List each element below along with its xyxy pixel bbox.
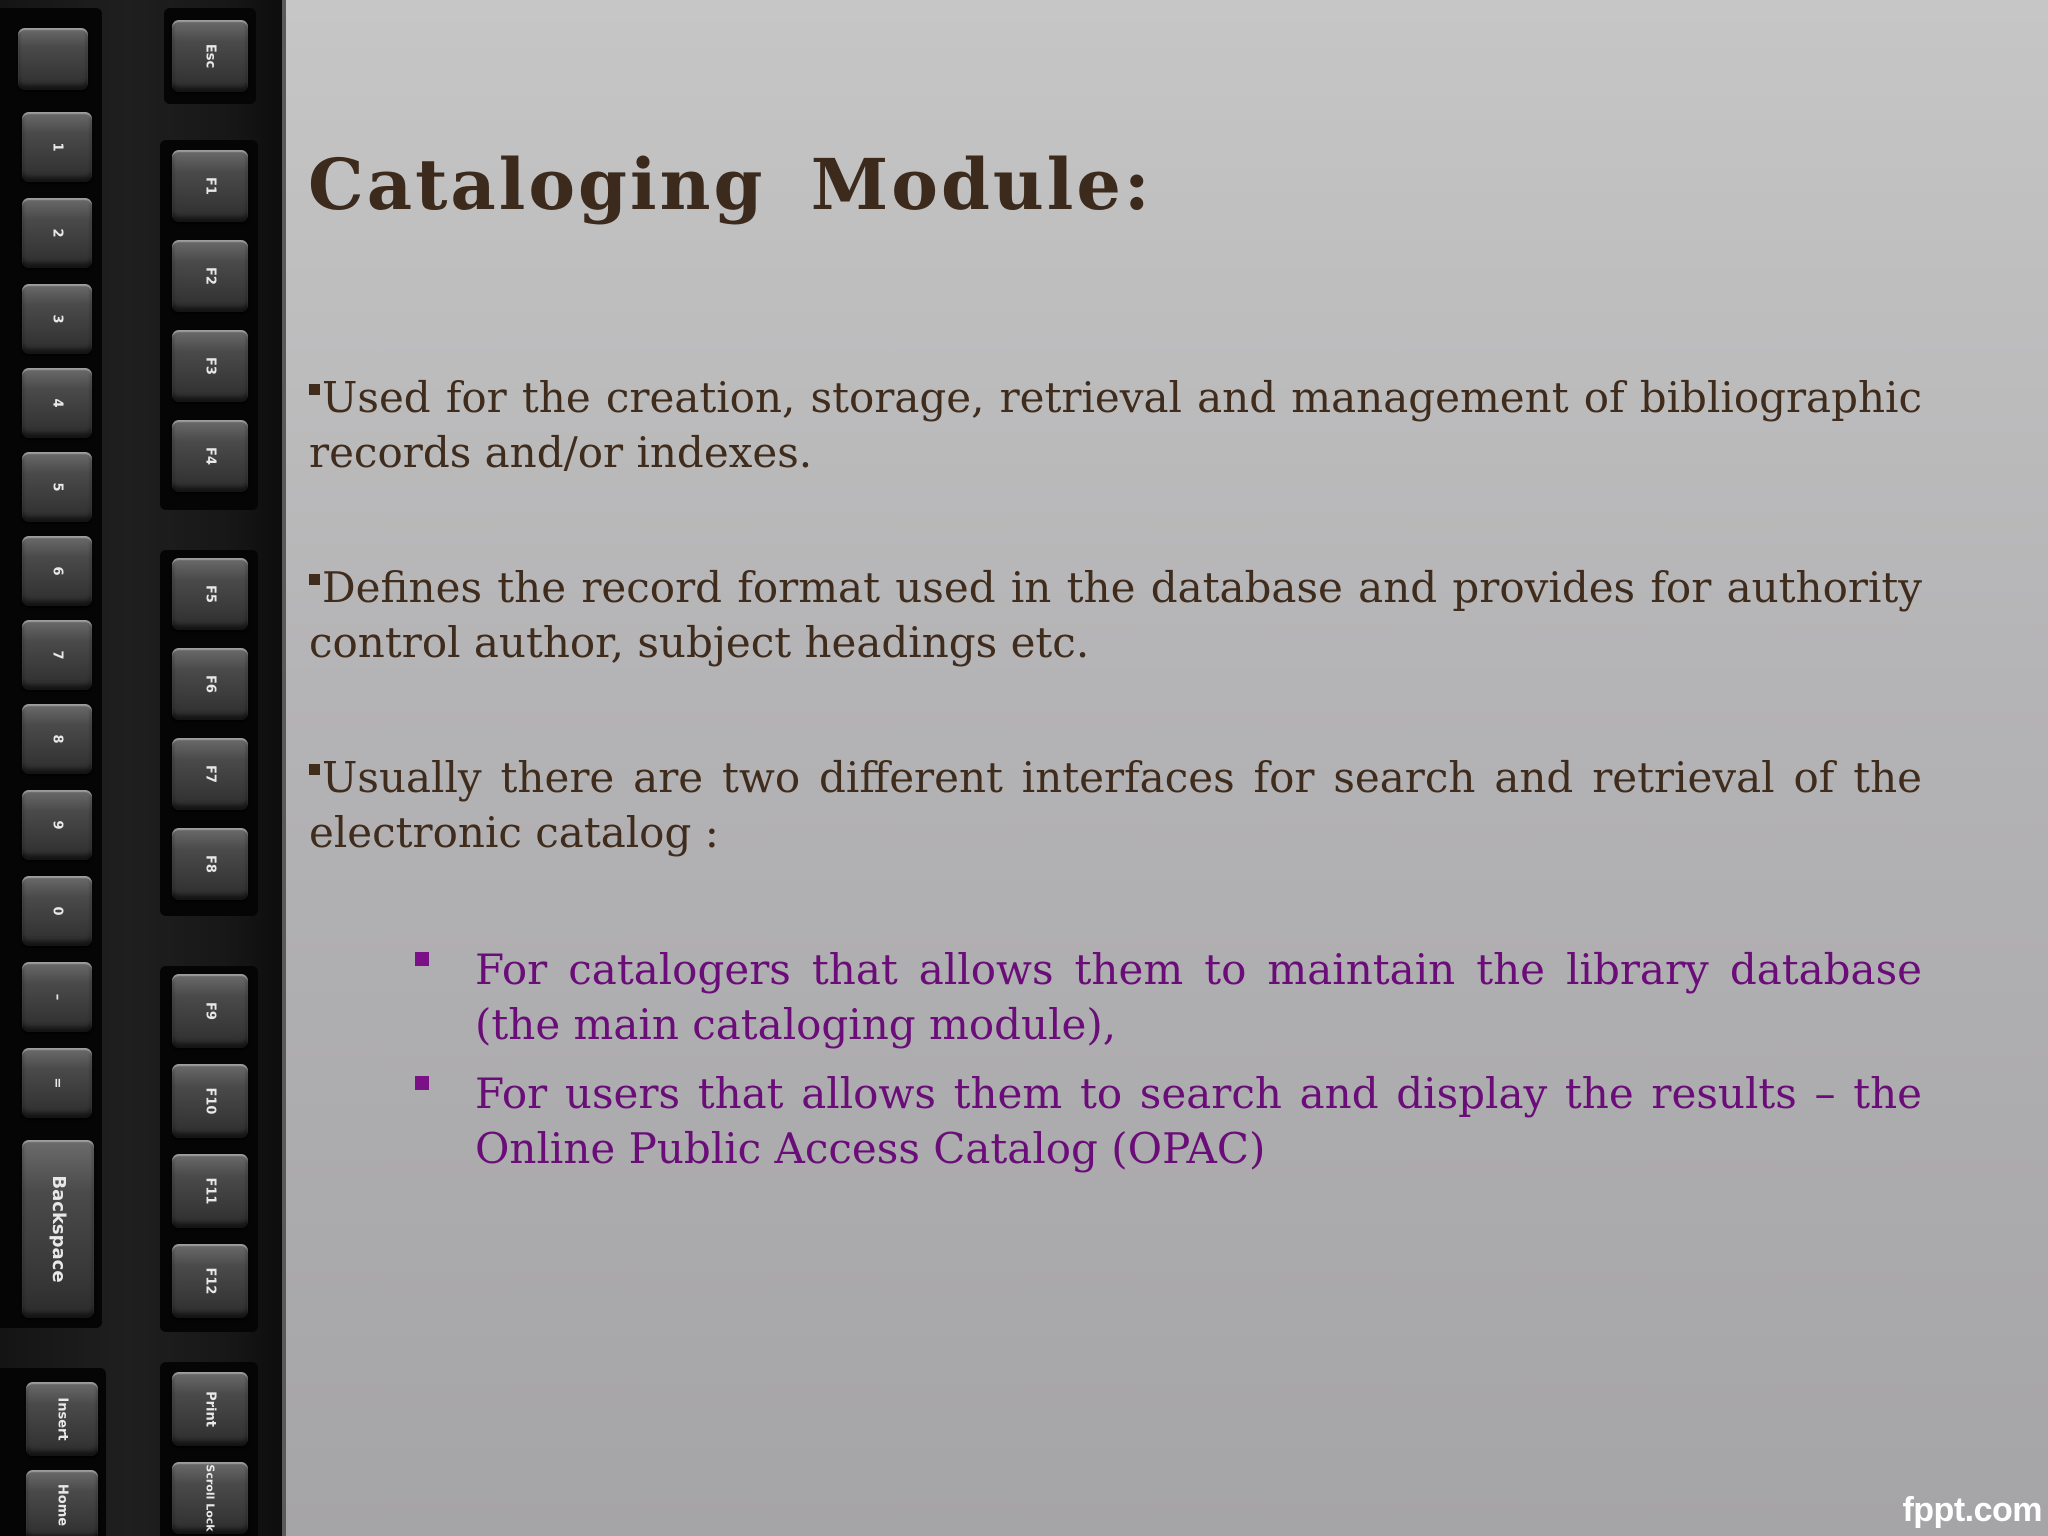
keyboard-key	[172, 1064, 248, 1138]
key-label: F6	[202, 675, 218, 693]
keyboard-key	[22, 876, 92, 946]
keyboard-key	[22, 452, 92, 522]
key-label: 6	[49, 566, 65, 576]
key-label: F5	[202, 585, 218, 603]
keyboard-key	[18, 28, 88, 90]
keyboard-key	[172, 420, 248, 492]
keyboard-key	[172, 738, 248, 810]
key-label: –	[49, 993, 65, 1001]
square-bullet-icon	[415, 1076, 429, 1090]
keyboard-key	[172, 20, 248, 92]
key-label: F8	[202, 855, 218, 873]
keyboard-key	[172, 330, 248, 402]
keyboard-key	[22, 284, 92, 354]
keyboard-key	[172, 974, 248, 1048]
key-label: Home	[54, 1483, 70, 1527]
key-label: Scroll Lock	[203, 1464, 217, 1532]
square-bullet-icon	[309, 764, 320, 775]
keyboard-key	[172, 828, 248, 900]
key-label: 4	[49, 398, 65, 408]
keyboard-key	[22, 1140, 94, 1318]
bullet-text: Defines the record format used in the database and provides for authority control author, subject headings etc.	[309, 563, 1922, 667]
key-label: =	[49, 1077, 65, 1089]
bullet-item	[309, 560, 1922, 670]
keyboard-key	[22, 962, 92, 1032]
keyboard-key	[22, 536, 92, 606]
keyboard-key	[172, 1372, 248, 1446]
bullet-text: Used for the creation, storage, retrieval and management of bibliographic records and/or indexes.	[309, 373, 1922, 477]
keyboard-key	[22, 368, 92, 438]
key-label: 3	[49, 314, 65, 324]
key-label: F1	[202, 177, 218, 195]
sub-bullet-item	[309, 1066, 1922, 1176]
keyboard-key	[22, 198, 92, 268]
watermark-logo: fppt.com	[1902, 1491, 2042, 1529]
keyboard-key	[172, 648, 248, 720]
key-label: 9	[49, 820, 65, 830]
key-label: 7	[49, 650, 65, 660]
keyboard-key	[172, 240, 248, 312]
key-label: 1	[49, 142, 65, 152]
bullet-item	[309, 370, 1922, 480]
key-label: 2	[49, 228, 65, 238]
square-bullet-icon	[309, 574, 320, 585]
keyboard-key	[22, 790, 92, 860]
keyboard-key	[22, 704, 92, 774]
key-label: 0	[49, 906, 65, 916]
key-label: F11	[202, 1177, 218, 1205]
key-label: F4	[202, 447, 218, 465]
slide-body	[309, 370, 1922, 1190]
keyboard-key	[172, 1244, 248, 1318]
key-label: Backspace	[48, 1175, 69, 1283]
keyboard-key	[22, 620, 92, 690]
keyboard-key	[22, 1048, 92, 1118]
sub-bullet-list	[309, 942, 1922, 1176]
keyboard-key	[22, 112, 92, 182]
key-label: F2	[202, 267, 218, 285]
keyboard-key	[172, 150, 248, 222]
keyboard-key	[26, 1382, 98, 1456]
key-label: F12	[202, 1267, 218, 1295]
key-label: F10	[202, 1087, 218, 1115]
sub-bullet-text: For catalogers that allows them to maintain the library database (the main cataloging module),	[475, 945, 1922, 1049]
keyboard-key	[172, 558, 248, 630]
key-label: Insert	[54, 1397, 70, 1441]
slide-title: Cataloging Module:	[308, 143, 1153, 226]
key-label: 5	[49, 482, 65, 492]
keyboard-image	[0, 0, 286, 1536]
square-bullet-icon	[309, 384, 320, 395]
key-label: F9	[202, 1002, 218, 1020]
keyboard-key	[26, 1470, 98, 1536]
keyboard-key	[172, 1154, 248, 1228]
keyboard-key	[172, 1462, 248, 1534]
bullet-text: Usually there are two different interfaces for search and retrieval of the electronic catalog :	[309, 753, 1922, 857]
sub-bullet-text: For users that allows them to search and display the results – the Online Public Access Catalog (OPAC)	[475, 1069, 1922, 1173]
square-bullet-icon	[415, 952, 429, 966]
key-label: Esc	[202, 43, 218, 69]
key-label: F3	[202, 357, 218, 375]
key-label: 8	[49, 734, 65, 744]
key-label: Print	[202, 1391, 218, 1427]
sub-bullet-item	[309, 942, 1922, 1052]
key-label: F7	[202, 765, 218, 783]
bullet-item	[309, 750, 1922, 860]
